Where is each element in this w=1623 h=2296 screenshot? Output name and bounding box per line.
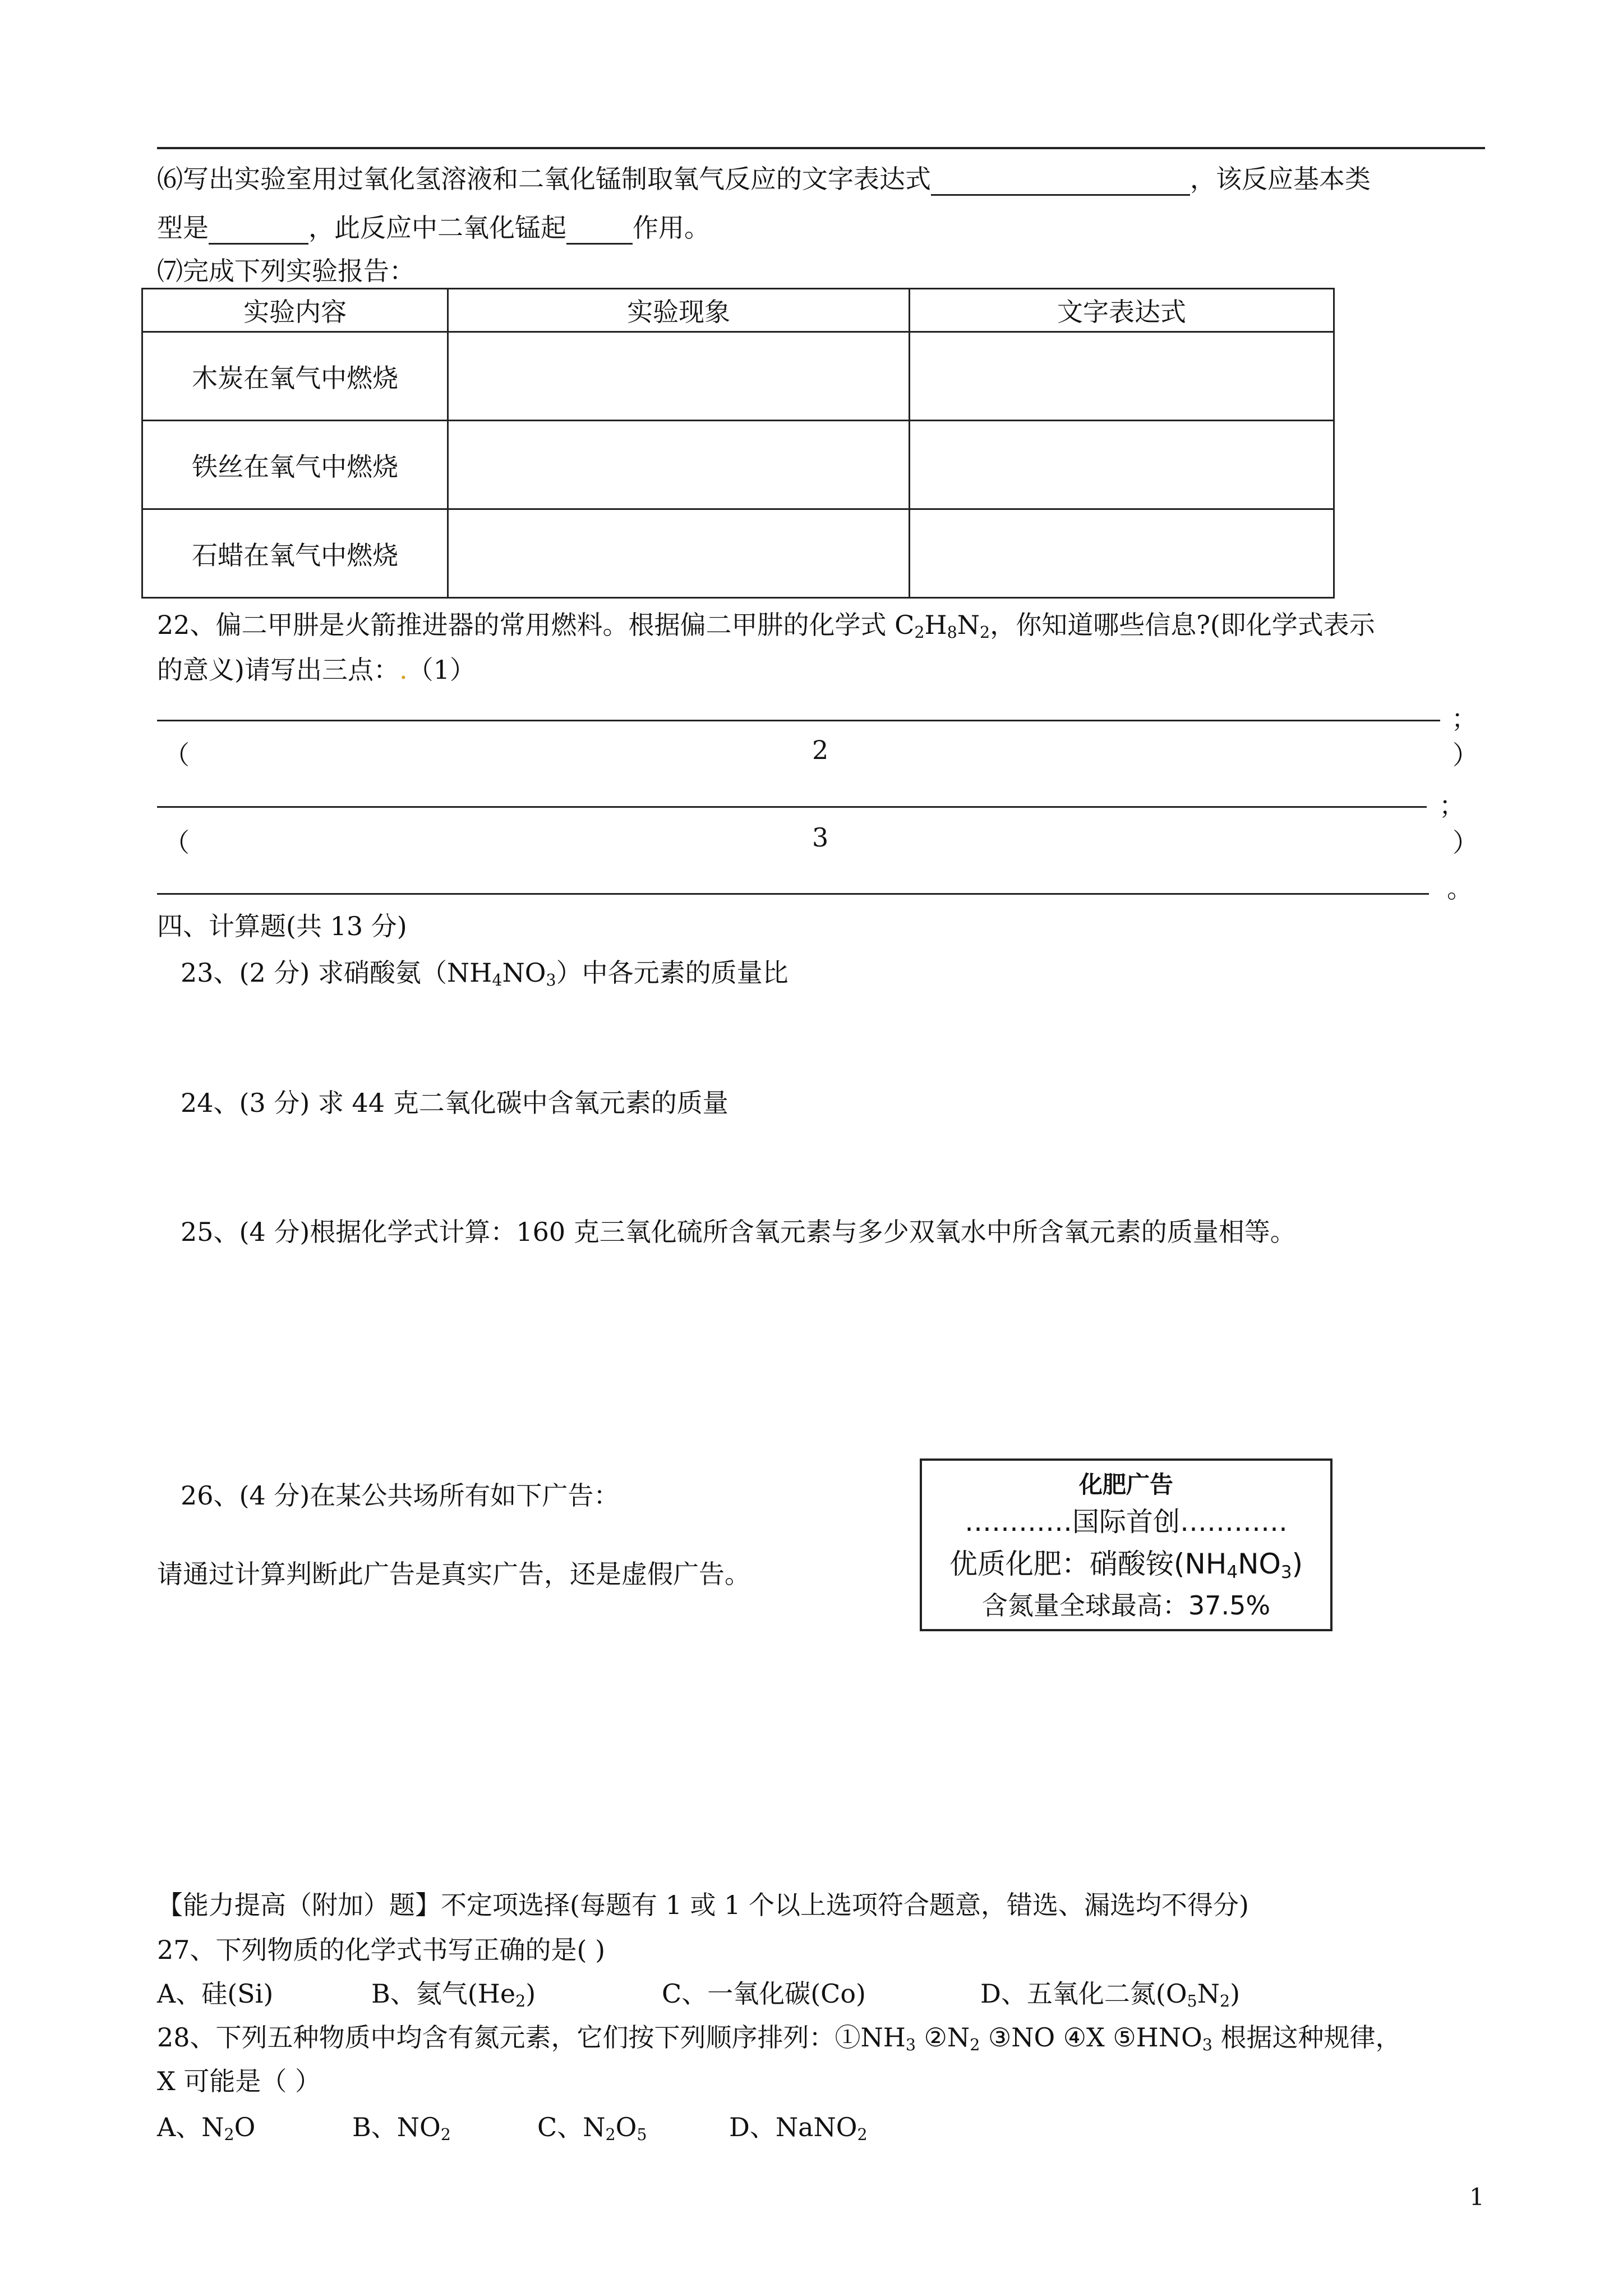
experiment-name: 石蜡在氧气中燃烧 [142,509,448,598]
table-row [142,421,1334,509]
header-rule [157,147,1485,149]
item-number-3: 3 [812,822,829,853]
ad-slogan-line: …………国际首创………… [964,1506,1288,1538]
q7-title: ⑺完成下列实验报告： [157,256,415,286]
phenomenon-cell[interactable] [448,332,910,421]
q22-line2: 的意义)请写出三点：.（1） [157,655,476,685]
q27-option-d[interactable]: D、五氧化二氮$(O_5N_2)$ [980,1978,1241,2011]
ad-title: 化肥广告 [1078,1471,1173,1498]
column-header: 实验内容 [142,289,448,332]
q22-line1: 22、偏二甲肼是火箭推进器的常用燃料。根据偏二甲肼的化学式 $C_2H_8N_2$，你知道哪些信息?(即化学式表示 [157,610,1375,642]
q27-option-a[interactable]: A、硅(Si) [157,1978,274,2009]
q28-option-d[interactable]: D、NaNO$_2$ [729,2112,868,2145]
q25: 25、(4 分)根据化学式计算：160 克三氧化硫所含氧元素与多少双氧水中所含氧元素的质量相等。 [181,1217,1296,1247]
q24: 24、(3 分) 求 44 克二氧化碳中含氧元素的质量 [181,1088,728,1118]
column-header: 实验现象 [448,289,910,332]
expression-cell[interactable] [910,421,1334,509]
column-header: 文字表达式 [910,289,1334,332]
q28-line1: 28、下列五种物质中均含有氮元素，它们按下列顺序排列：$①NH_3$ $②N_2$ ③NO ④X $⑤HNO_3$ 根据这种规律， [157,2022,1401,2055]
ad-claim-line: 含氮量全球最高：37.5% [981,1590,1271,1621]
table-header-row [142,289,1334,332]
answer-line-2[interactable] [157,806,1427,808]
q6-line1: ⑹写出实验室用过氧化氢溶液和二氧化锰制取氧气反应的文字表达式 ，该反应基本类 [157,159,1371,196]
page-number: 1 [1469,2183,1484,2211]
table-row [142,509,1334,598]
experiment-name: 木炭在氧气中燃烧 [142,332,448,421]
table-row [142,332,1334,421]
phenomenon-cell[interactable] [448,509,910,598]
semicolon: ； [1439,790,1465,821]
close-paren: ） [1453,740,1478,770]
q23: 23、(2 分) 求硝酸氨$(NH_4NO_3)$中各元素的质量比 [181,958,789,990]
q28-option-a[interactable]: A、$N_2O$ [157,2112,256,2145]
q28-option-c[interactable]: C、$N_2O_5$ [537,2112,647,2145]
q27-option-c[interactable]: C、一氧化碳(Co) [662,1978,866,2009]
section-title: 四、计算题(共 13 分) [157,911,407,941]
phenomenon-cell[interactable] [448,421,910,509]
open-paren: （ [164,740,190,770]
experiment-report-table [141,288,1335,599]
period: 。 [1447,873,1473,904]
q27: 27、下列物质的化学式书写正确的是( ) [157,1935,606,1965]
fertilizer-ad-image [920,1458,1332,1631]
semicolon: ； [1451,703,1477,734]
answer-line-3[interactable] [157,893,1429,895]
open-paren: （ [164,827,190,858]
q28-line2: X 可能是（ ） [157,2066,321,2096]
item-number-2: 2 [812,735,829,765]
ad-product-line: 优质化肥：硝酸铵$(NH_4NO_3)$ [949,1548,1303,1582]
answer-line-1[interactable] [157,720,1440,721]
answer-blank[interactable] [566,213,633,245]
q28-option-b[interactable]: B、$NO_2$ [352,2112,451,2145]
q26: 26、(4 分)在某公共场所有如下广告： [181,1480,620,1511]
q26-instruction: 请通过计算判断此广告是真实广告，还是虚假广告。 [157,1559,750,1589]
answer-blank[interactable] [931,164,1190,196]
q6-line2: 型是 ，此反应中二氧化锰起 作用。 [157,208,710,245]
experiment-name: 铁丝在氧气中燃烧 [142,421,448,509]
extra-header: 【能力提高（附加）题】不定项选择(每题有 1 或 1 个以上选项符合题意，错选、漏选均不得分) [157,1890,1249,1920]
q27-option-b[interactable]: B、氦气$(He_2)$ [371,1978,536,2011]
expression-cell[interactable] [910,509,1334,598]
answer-blank[interactable] [209,213,308,245]
close-paren: ） [1453,827,1478,858]
expression-cell[interactable] [910,332,1334,421]
